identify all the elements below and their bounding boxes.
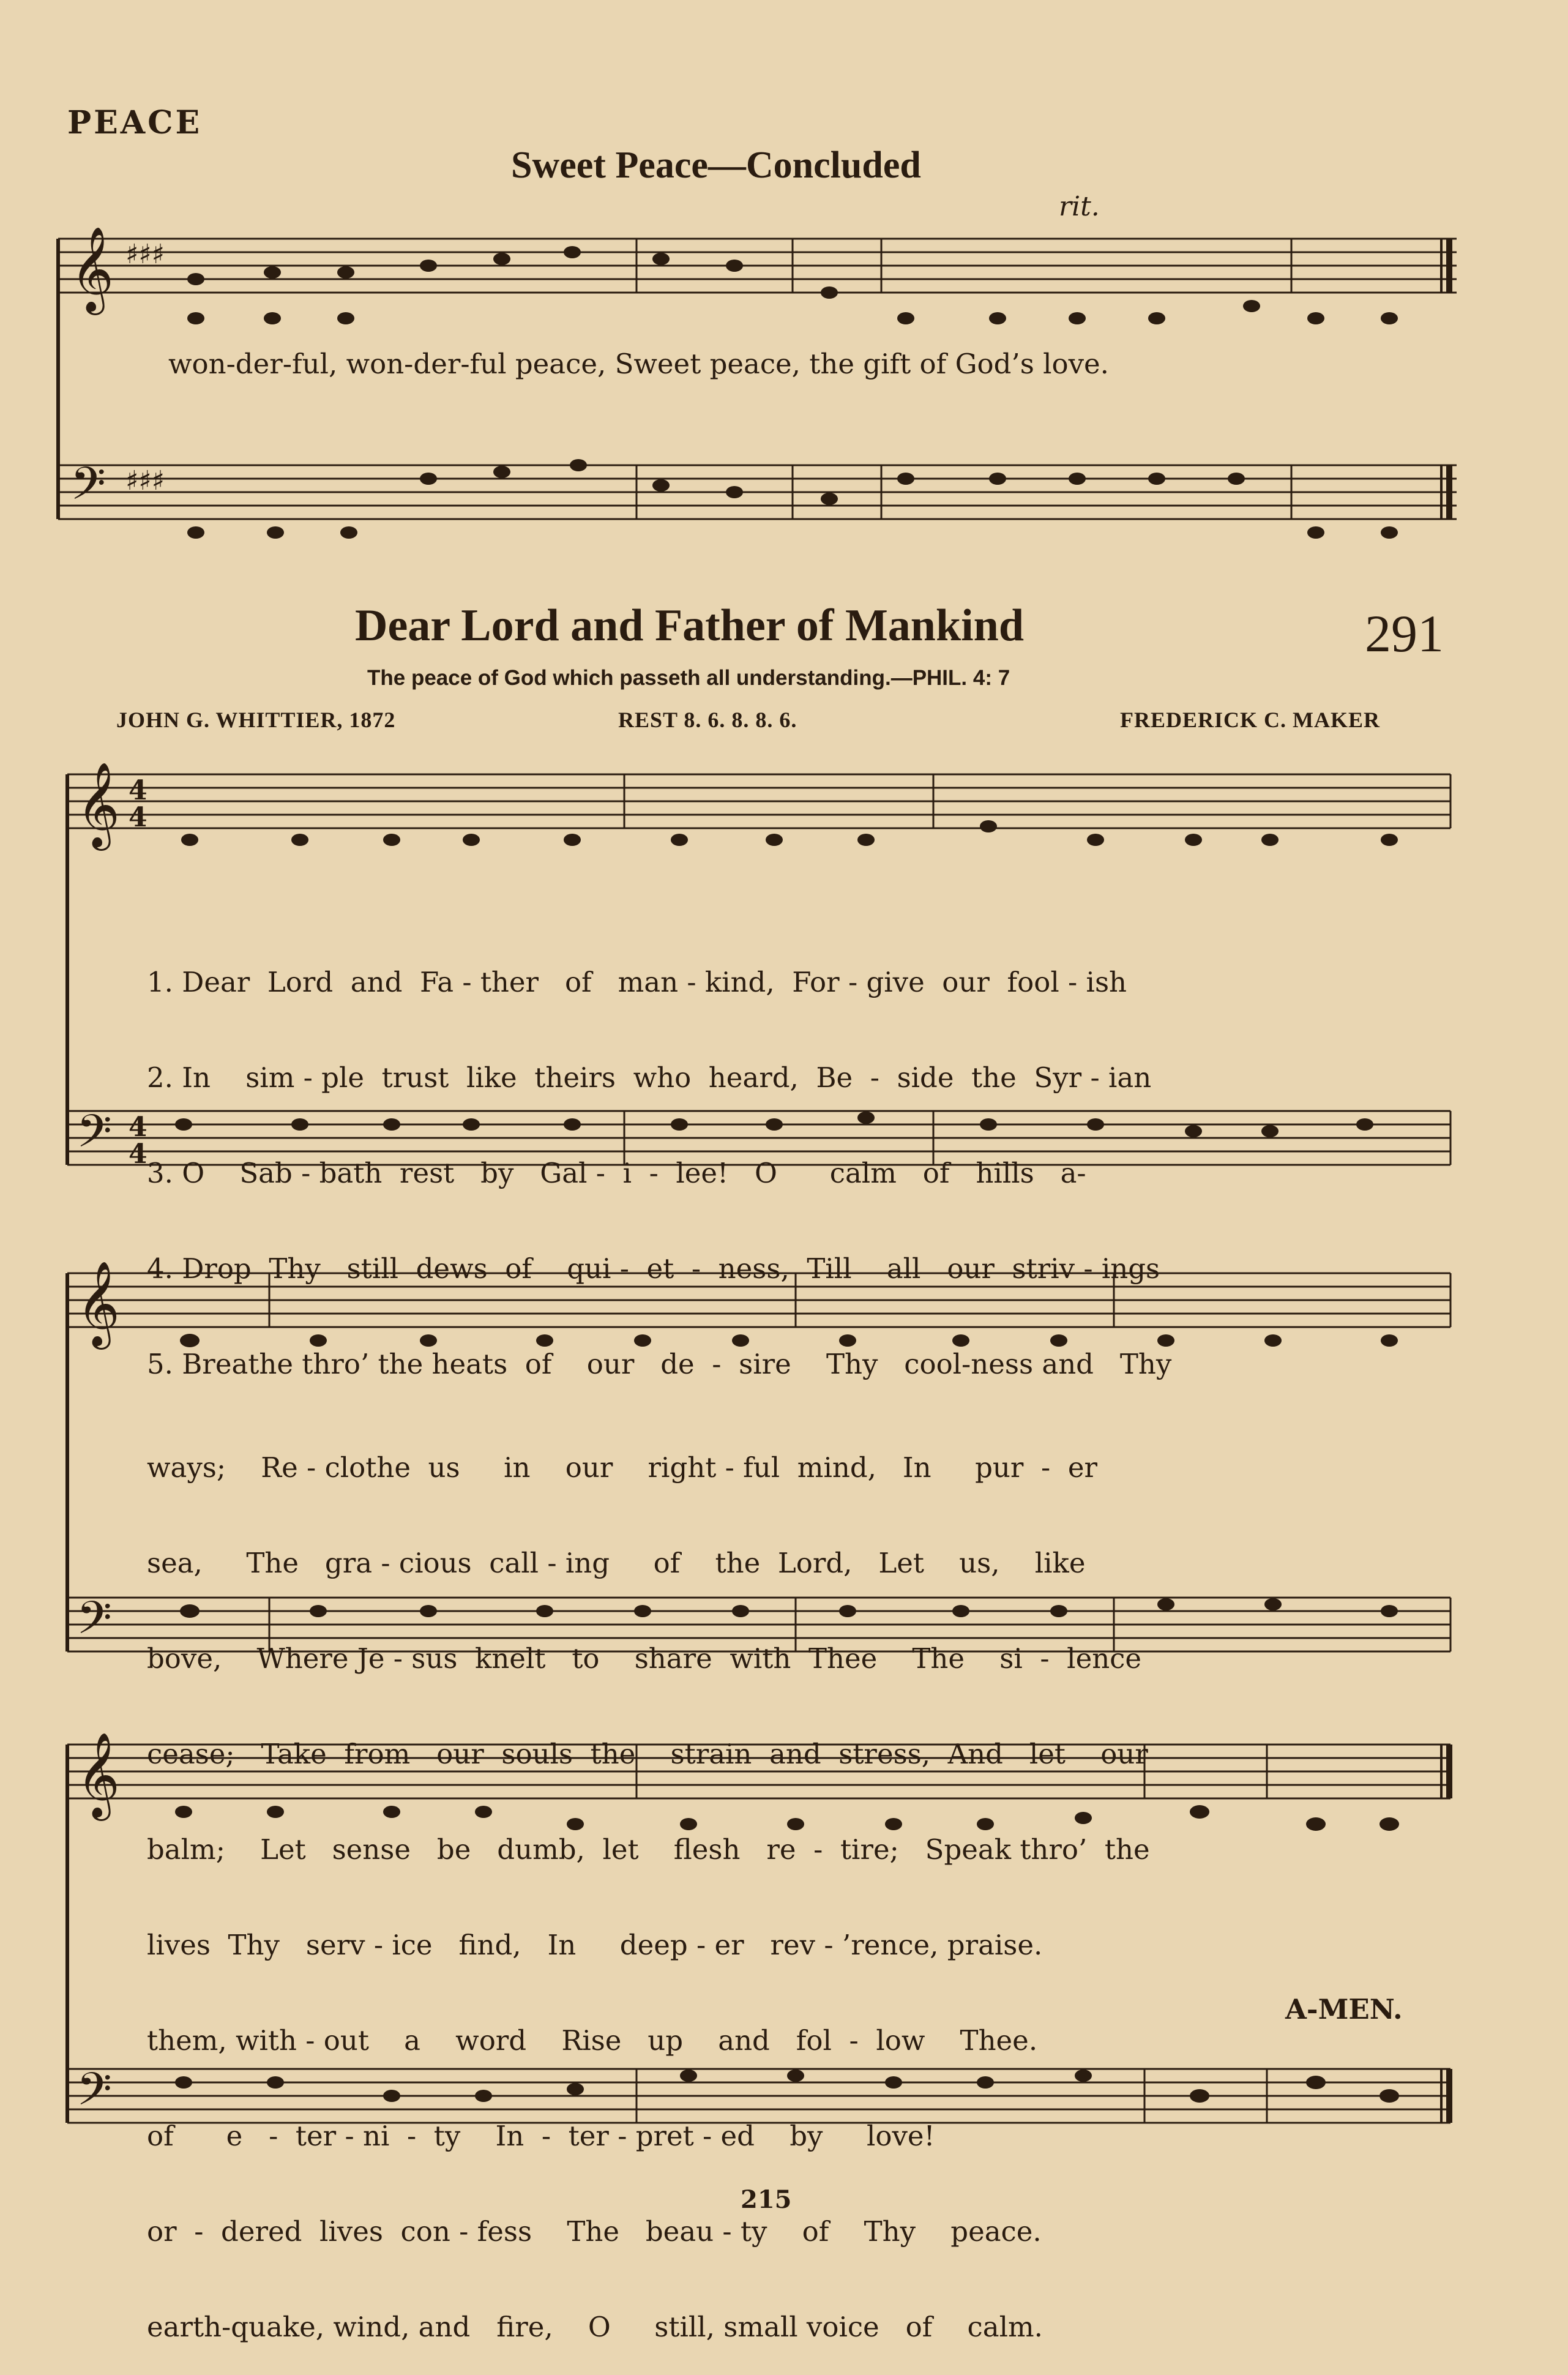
bass-clef-icon: 𝄢: [77, 1591, 112, 1656]
verse-2-line: them, with - out a word Rise up and fol - low Thee.: [147, 2024, 1038, 2057]
verse-4-line: 4. Drop Thy still dews of qui - et - ness, Till all our striv - ings: [147, 1252, 1160, 1285]
verse-4-line: cease; Take from our souls the strain and stress, And let our: [147, 1738, 1148, 1770]
treble-clef-icon: 𝄞: [77, 1261, 120, 1346]
music-staff-graphics: [0, 0, 1568, 582]
previous-hymn-title: Sweet Peace—Concluded: [511, 144, 921, 186]
verse-2-line: sea, The gra - cious call - ing of the Lord, Let us, like: [147, 1547, 1086, 1579]
svg-text:♯♯♯: ♯♯♯: [125, 239, 165, 270]
author-credit: JOHN G. WHITTIER, 1872: [116, 708, 396, 732]
previous-hymn-system: [0, 0, 1568, 582]
verse-5-line: earth-quake, wind, and fire, O still, small voice of calm.: [147, 2311, 1043, 2343]
bass-clef-icon: 𝄢: [77, 1105, 112, 1169]
svg-text:4: 4: [129, 1112, 147, 1143]
svg-text:4: 4: [129, 775, 147, 806]
tempo-marking: rit.: [1059, 191, 1100, 222]
verse-5-line: balm; Let sense be dumb, let flesh re - tire; Speak thro’ the: [147, 1833, 1150, 1866]
treble-clef-icon: 𝄞: [70, 226, 114, 312]
svg-text:4: 4: [129, 802, 147, 833]
verse-1-line: 1. Dear Lord and Fa - ther of man - kind, For - give our fool - ish: [147, 966, 1127, 998]
svg-text:♯♯♯: ♯♯♯: [125, 465, 165, 496]
section-label: PEACE: [67, 104, 203, 141]
composer-credit: FREDERICK C. MAKER: [1120, 708, 1381, 732]
verse-lyrics-system-3: [147, 1866, 1043, 2375]
verse-4-line: or - dered lives con - fess The beau - ty of Thy peace.: [147, 2215, 1042, 2248]
tune-name: REST 8. 6. 8. 8. 6.: [618, 708, 797, 732]
verse-1-line: lives Thy serv - ice find, In deep - er rev - ’rence, praise.: [147, 1929, 1043, 1961]
verse-3-line: bove, Where Je - sus knelt to share with Thee The si - lence: [147, 1642, 1142, 1675]
page-number: 215: [741, 2185, 792, 2214]
hymn-number: 291: [1365, 604, 1444, 663]
svg-text:4: 4: [129, 1139, 147, 1170]
bass-clef-icon: 𝄢: [70, 457, 106, 522]
treble-clef-icon: 𝄞: [77, 1732, 120, 1817]
verse-5-line: 5. Breathe thro’ the heats of our de - sire Thy cool-ness and Thy: [147, 1348, 1172, 1380]
verse-3-line: of e - ter - ni - ty In - ter - pret - ed by love!: [147, 2120, 935, 2152]
treble-clef-icon: 𝄞: [77, 762, 120, 847]
bass-clef-icon: 𝄢: [77, 2063, 112, 2127]
previous-hymn-lyrics: won-der-ful, won-der-ful peace, Sweet peace, the gift of God’s love.: [168, 348, 1109, 380]
verse-1-line: ways; Re - clothe us in our right - ful mind, In pur - er: [147, 1451, 1097, 1484]
amen-text: A-MEN.: [1285, 1993, 1403, 2025]
verse-3-line: 3. O Sab - bath rest by Gal - i - lee! O calm of hills a-: [147, 1157, 1086, 1189]
verse-2-line: 2. In sim - ple trust like theirs who heard, Be - side the Syr - ian: [147, 1061, 1152, 1094]
scripture-reference: The peace of God which passeth all understanding.—PHIL. 4: 7: [367, 666, 1010, 690]
hymn-title: Dear Lord and Father of Mankind: [355, 600, 1024, 651]
